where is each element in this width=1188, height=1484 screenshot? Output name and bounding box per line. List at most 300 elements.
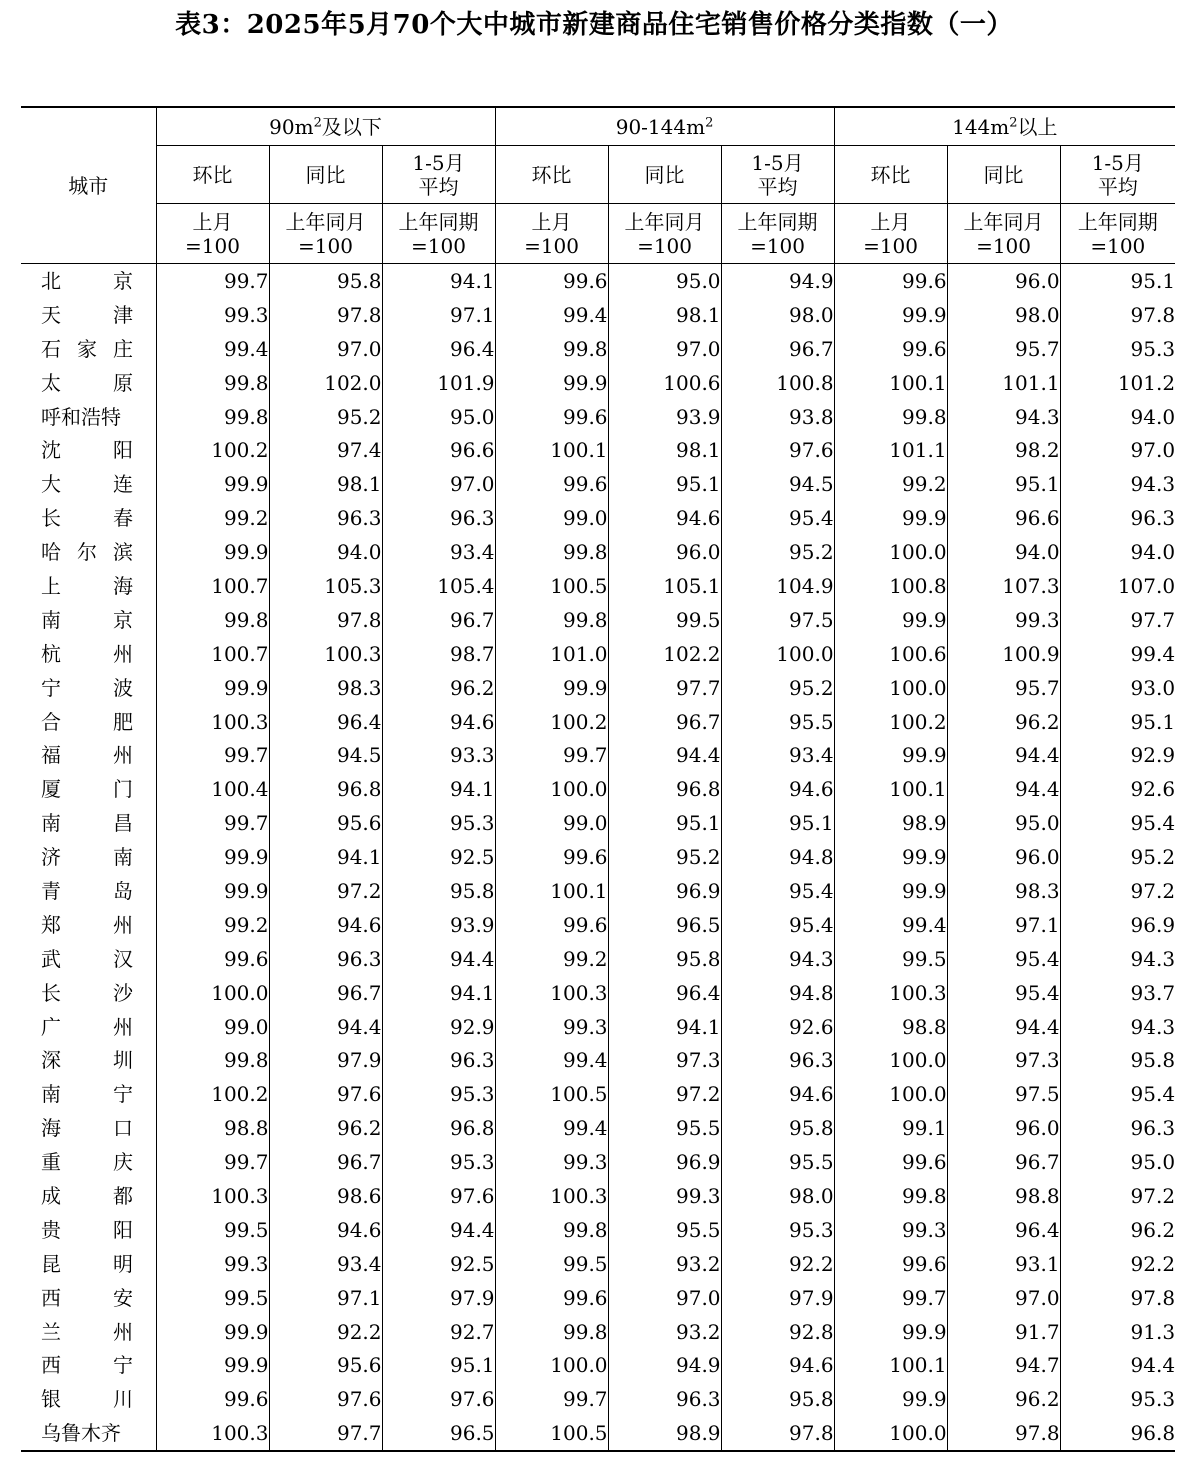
value-cell: 94.0 [1130, 540, 1176, 565]
city-name: 宁 波 [41, 675, 133, 700]
city-name: 福 州 [41, 743, 133, 768]
value-cell: 99.8 [495, 535, 608, 569]
city-name: 深 圳 [41, 1048, 133, 1073]
value-cell: 93.1 [947, 1247, 1060, 1281]
value-cell: 95.4 [947, 976, 1060, 1010]
value-cell: 93.4 [269, 1247, 382, 1281]
value-cell: 95.2 [721, 671, 834, 705]
metric-mom: 环比 [834, 146, 947, 204]
value-cell: 92.5 [382, 840, 495, 874]
table-header [21, 107, 1175, 264]
value-cell: 91.3 [1130, 1319, 1176, 1344]
value-cell: 95.4 [1130, 811, 1176, 836]
value-cell: 95.1 [721, 806, 834, 840]
city-cell [21, 908, 156, 942]
city-cell [21, 400, 156, 434]
city-name: 南 昌 [41, 811, 133, 836]
value-cell: 96.3 [269, 942, 382, 976]
city-name: 昆 明 [41, 1251, 133, 1276]
value-cell: 96.2 [382, 671, 495, 705]
city-column-header: 城市 [21, 107, 156, 264]
value-cell: 94.1 [382, 264, 495, 298]
value-cell: 100.1 [834, 366, 947, 400]
value-cell: 96.9 [608, 1145, 721, 1179]
value-cell: 99.1 [834, 1111, 947, 1145]
value-cell: 97.9 [721, 1281, 834, 1315]
city-name: 青 岛 [41, 878, 133, 903]
value-cell: 95.4 [947, 942, 1060, 976]
value-cell: 97.2 [269, 874, 382, 908]
value-cell: 105.1 [608, 569, 721, 603]
value-cell: 100.5 [495, 1416, 608, 1451]
city-name: 成 都 [41, 1183, 133, 1208]
value-cell: 93.0 [1130, 675, 1176, 700]
value-cell: 94.8 [721, 840, 834, 874]
value-cell: 99.9 [834, 603, 947, 637]
value-cell: 100.0 [834, 1416, 947, 1451]
value-cell: 92.6 [1130, 777, 1176, 802]
value-cell: 98.1 [608, 433, 721, 467]
value-cell: 99.7 [156, 806, 269, 840]
base-yoy: 上年同月 =100 [947, 204, 1060, 264]
value-cell: 96.3 [608, 1382, 721, 1416]
value-cell: 94.6 [721, 772, 834, 806]
value-cell: 99.6 [834, 1247, 947, 1281]
value-cell: 92.5 [382, 1247, 495, 1281]
table-row [21, 942, 1175, 976]
value-cell: 98.3 [269, 671, 382, 705]
metric-avg: 1-5月 平均 [382, 146, 495, 204]
value-cell: 98.0 [947, 298, 1060, 332]
value-cell: 94.9 [721, 264, 834, 298]
value-cell: 97.2 [1130, 1183, 1176, 1208]
city-cell [21, 298, 156, 332]
value-cell: 96.8 [382, 1111, 495, 1145]
value-cell: 95.3 [721, 1213, 834, 1247]
value-cell: 107.0 [1117, 573, 1176, 598]
city-cell [21, 332, 156, 366]
value-cell: 95.4 [721, 501, 834, 535]
value-cell: 100.0 [834, 535, 947, 569]
city-cell [21, 569, 156, 603]
table-row [21, 433, 1175, 467]
table-row [21, 772, 1175, 806]
value-cell: 96.5 [382, 1416, 495, 1451]
city-name: 石 家 庄 [41, 336, 133, 361]
value-cell: 99.7 [156, 264, 269, 298]
value-cell: 97.9 [269, 1043, 382, 1077]
value-cell: 97.3 [947, 1043, 1060, 1077]
value-cell: 96.3 [1130, 1116, 1176, 1141]
value-cell: 98.8 [947, 1179, 1060, 1213]
city-name: 济 南 [41, 845, 133, 870]
value-cell: 99.6 [834, 1145, 947, 1179]
value-cell: 94.3 [1130, 1014, 1176, 1039]
value-cell: 96.2 [269, 1111, 382, 1145]
value-cell: 93.9 [608, 400, 721, 434]
value-cell: 96.4 [269, 705, 382, 739]
value-cell: 98.9 [834, 806, 947, 840]
value-cell: 95.0 [947, 806, 1060, 840]
value-cell: 97.1 [269, 1281, 382, 1315]
value-cell: 99.9 [156, 535, 269, 569]
value-cell: 97.7 [269, 1416, 382, 1451]
value-cell: 92.8 [721, 1315, 834, 1349]
value-cell: 94.1 [608, 1010, 721, 1044]
value-cell: 96.7 [269, 976, 382, 1010]
value-cell: 97.6 [269, 1077, 382, 1111]
value-cell: 100.0 [495, 1349, 608, 1383]
value-cell: 99.8 [495, 332, 608, 366]
value-cell: 97.0 [382, 467, 495, 501]
value-cell: 97.6 [382, 1382, 495, 1416]
value-cell: 99.3 [156, 298, 269, 332]
value-cell: 97.4 [269, 433, 382, 467]
value-cell: 94.6 [269, 1213, 382, 1247]
value-cell: 98.8 [156, 1111, 269, 1145]
city-cell [21, 1247, 156, 1281]
value-cell: 99.4 [1130, 641, 1176, 666]
value-cell: 93.9 [382, 908, 495, 942]
city-cell [21, 1349, 156, 1383]
city-name: 天 津 [41, 302, 133, 327]
value-cell: 101.0 [495, 637, 608, 671]
city-cell [21, 874, 156, 908]
value-cell: 99.6 [156, 942, 269, 976]
value-cell: 94.5 [269, 738, 382, 772]
value-cell: 98.1 [608, 298, 721, 332]
value-cell: 93.8 [721, 400, 834, 434]
value-cell: 94.1 [382, 976, 495, 1010]
value-cell: 97.7 [608, 671, 721, 705]
value-cell: 99.7 [495, 1382, 608, 1416]
value-cell: 99.3 [947, 603, 1060, 637]
value-cell: 105.4 [382, 569, 495, 603]
value-cell: 96.6 [947, 501, 1060, 535]
value-cell: 93.4 [721, 738, 834, 772]
value-cell: 100.6 [834, 637, 947, 671]
value-cell: 99.4 [495, 1043, 608, 1077]
table-row [21, 332, 1175, 366]
value-cell: 99.8 [834, 1179, 947, 1213]
value-cell: 99.2 [156, 501, 269, 535]
value-cell: 99.9 [156, 467, 269, 501]
value-cell: 93.4 [382, 535, 495, 569]
value-cell: 95.5 [721, 1145, 834, 1179]
table-row [21, 908, 1175, 942]
value-cell: 94.4 [382, 942, 495, 976]
table-row [21, 1416, 1175, 1451]
city-name: 广 州 [41, 1014, 133, 1039]
city-name: 重 庆 [41, 1150, 133, 1175]
city-cell [21, 467, 156, 501]
value-cell: 99.9 [156, 671, 269, 705]
table-row [21, 501, 1175, 535]
value-cell: 99.8 [495, 1315, 608, 1349]
city-cell [21, 637, 156, 671]
value-cell: 100.3 [156, 1416, 269, 1451]
city-cell [21, 1315, 156, 1349]
value-cell: 99.4 [495, 298, 608, 332]
value-cell: 100.8 [721, 366, 834, 400]
value-cell: 96.2 [947, 705, 1060, 739]
value-cell: 99.8 [156, 1043, 269, 1077]
value-cell: 101.1 [834, 433, 947, 467]
value-cell: 94.4 [608, 738, 721, 772]
value-cell: 96.0 [947, 264, 1060, 298]
table-row [21, 1145, 1175, 1179]
city-cell [21, 976, 156, 1010]
value-cell: 92.9 [1130, 743, 1176, 768]
table-row [21, 1043, 1175, 1077]
value-cell: 96.3 [269, 501, 382, 535]
value-cell: 95.3 [382, 1145, 495, 1179]
value-cell: 96.4 [608, 976, 721, 1010]
city-name: 太 原 [41, 370, 133, 395]
value-cell: 94.3 [1130, 946, 1176, 971]
city-name: 兰 州 [41, 1319, 133, 1344]
value-cell: 100.7 [156, 569, 269, 603]
value-cell: 98.0 [721, 1179, 834, 1213]
city-cell [21, 1281, 156, 1315]
value-cell: 99.6 [834, 332, 947, 366]
value-cell: 97.0 [269, 332, 382, 366]
value-cell: 95.5 [721, 705, 834, 739]
value-cell: 99.4 [495, 1111, 608, 1145]
value-cell: 100.0 [495, 772, 608, 806]
city-name: 武 汉 [41, 946, 133, 971]
value-cell: 99.7 [156, 738, 269, 772]
value-cell: 99.2 [156, 908, 269, 942]
city-cell [21, 671, 156, 705]
value-cell: 99.3 [495, 1145, 608, 1179]
value-cell: 97.5 [947, 1077, 1060, 1111]
value-cell: 100.2 [834, 705, 947, 739]
city-name: 长 沙 [41, 980, 133, 1005]
value-cell: 92.2 [721, 1247, 834, 1281]
value-cell: 100.8 [834, 569, 947, 603]
city-cell [21, 1179, 156, 1213]
value-cell: 96.9 [1130, 912, 1176, 937]
value-cell: 97.1 [947, 908, 1060, 942]
value-cell: 95.4 [721, 874, 834, 908]
value-cell: 96.3 [721, 1043, 834, 1077]
table-row [21, 1247, 1175, 1281]
value-cell: 96.7 [382, 603, 495, 637]
value-cell: 100.2 [156, 433, 269, 467]
city-cell [21, 1213, 156, 1247]
value-cell: 92.7 [382, 1315, 495, 1349]
value-cell: 95.1 [608, 806, 721, 840]
city-name: 呼 和 浩 特 [41, 404, 121, 429]
city-name: 沈 阳 [41, 438, 133, 463]
value-cell: 99.9 [834, 738, 947, 772]
value-cell: 100.1 [834, 772, 947, 806]
value-cell: 96.2 [947, 1382, 1060, 1416]
table-row [21, 705, 1175, 739]
table-body [21, 264, 1175, 1452]
city-cell [21, 1111, 156, 1145]
value-cell: 97.8 [269, 298, 382, 332]
value-cell: 95.8 [721, 1382, 834, 1416]
value-cell: 96.3 [382, 501, 495, 535]
value-cell: 99.9 [156, 1349, 269, 1383]
city-name: 厦 门 [41, 777, 133, 802]
value-cell: 100.0 [834, 671, 947, 705]
value-cell: 100.9 [947, 637, 1060, 671]
value-cell: 96.0 [608, 535, 721, 569]
value-cell: 96.8 [608, 772, 721, 806]
value-cell: 96.4 [947, 1213, 1060, 1247]
value-cell: 100.1 [834, 1349, 947, 1383]
table-row [21, 806, 1175, 840]
value-cell: 99.6 [495, 467, 608, 501]
value-cell: 98.0 [721, 298, 834, 332]
value-cell: 95.6 [269, 806, 382, 840]
value-cell: 96.5 [608, 908, 721, 942]
table-row [21, 1382, 1175, 1416]
value-cell: 95.2 [269, 400, 382, 434]
table-row [21, 840, 1175, 874]
value-cell: 95.6 [269, 1349, 382, 1383]
value-cell: 98.9 [608, 1416, 721, 1451]
city-name: 哈 尔 滨 [41, 540, 133, 565]
value-cell: 99.3 [608, 1179, 721, 1213]
value-cell: 99.7 [495, 738, 608, 772]
value-cell: 97.6 [382, 1179, 495, 1213]
value-cell: 99.9 [834, 874, 947, 908]
value-cell: 94.7 [947, 1349, 1060, 1383]
value-cell: 97.0 [608, 1281, 721, 1315]
value-cell: 97.9 [382, 1281, 495, 1315]
value-cell: 99.9 [495, 366, 608, 400]
value-cell: 93.2 [608, 1247, 721, 1281]
value-cell: 95.1 [608, 467, 721, 501]
city-cell [21, 1010, 156, 1044]
city-cell [21, 1416, 156, 1451]
value-cell: 92.6 [721, 1010, 834, 1044]
value-cell: 95.1 [1130, 709, 1176, 734]
value-cell: 93.3 [382, 738, 495, 772]
value-cell: 97.2 [608, 1077, 721, 1111]
value-cell: 99.8 [156, 366, 269, 400]
value-cell: 98.7 [382, 637, 495, 671]
city-cell [21, 433, 156, 467]
value-cell: 99.4 [834, 908, 947, 942]
value-cell: 95.0 [608, 264, 721, 298]
value-cell: 99.0 [495, 501, 608, 535]
value-cell: 95.7 [947, 332, 1060, 366]
table-row [21, 1111, 1175, 1145]
city-name: 合 肥 [41, 709, 133, 734]
value-cell: 100.0 [834, 1077, 947, 1111]
value-cell: 95.8 [721, 1111, 834, 1145]
value-cell: 93.7 [1130, 980, 1176, 1005]
city-cell [21, 603, 156, 637]
value-cell: 100.3 [495, 976, 608, 1010]
value-cell: 92.2 [269, 1315, 382, 1349]
value-cell: 94.9 [608, 1349, 721, 1383]
city-cell [21, 264, 156, 298]
city-name: 杭 州 [41, 641, 133, 666]
value-cell: 95.2 [721, 535, 834, 569]
value-cell: 99.4 [156, 332, 269, 366]
city-name: 南 宁 [41, 1082, 133, 1107]
city-cell [21, 1382, 156, 1416]
base-yoy: 上年同月 =100 [608, 204, 721, 264]
city-cell [21, 772, 156, 806]
city-cell [21, 535, 156, 569]
value-cell: 95.4 [721, 908, 834, 942]
city-cell [21, 366, 156, 400]
value-cell: 96.3 [1130, 506, 1176, 531]
value-cell: 99.5 [608, 603, 721, 637]
value-cell: 94.1 [382, 772, 495, 806]
value-cell: 100.3 [269, 637, 382, 671]
value-cell: 94.4 [947, 772, 1060, 806]
value-cell: 95.0 [1130, 1150, 1176, 1175]
value-cell: 99.2 [834, 467, 947, 501]
value-cell: 99.9 [834, 501, 947, 535]
value-cell: 95.3 [1130, 1387, 1176, 1412]
value-cell: 97.8 [947, 1416, 1060, 1451]
value-cell: 98.6 [269, 1179, 382, 1213]
table-row [21, 874, 1175, 908]
city-name: 海 口 [41, 1116, 133, 1141]
value-cell: 99.6 [495, 400, 608, 434]
city-cell [21, 1077, 156, 1111]
value-cell: 100.2 [156, 1077, 269, 1111]
value-cell: 99.3 [495, 1010, 608, 1044]
value-cell: 94.6 [382, 705, 495, 739]
value-cell: 94.0 [947, 535, 1060, 569]
metric-yoy: 同比 [947, 146, 1060, 204]
table-row [21, 1010, 1175, 1044]
value-cell: 97.1 [382, 298, 495, 332]
value-cell: 99.9 [834, 298, 947, 332]
base-mom: 上月 =100 [495, 204, 608, 264]
value-cell: 99.6 [156, 1382, 269, 1416]
value-cell: 100.1 [495, 433, 608, 467]
metric-yoy: 同比 [608, 146, 721, 204]
value-cell: 93.2 [608, 1315, 721, 1349]
value-cell: 94.6 [269, 908, 382, 942]
value-cell: 99.6 [834, 264, 947, 298]
value-cell: 96.0 [947, 1111, 1060, 1145]
city-cell [21, 942, 156, 976]
value-cell: 97.8 [269, 603, 382, 637]
metric-avg: 1-5月 平均 [1060, 146, 1175, 204]
value-cell: 99.6 [495, 908, 608, 942]
value-cell: 95.4 [1130, 1082, 1176, 1107]
value-cell: 96.7 [721, 332, 834, 366]
value-cell: 97.5 [721, 603, 834, 637]
value-cell: 99.5 [495, 1247, 608, 1281]
value-cell: 99.5 [156, 1281, 269, 1315]
value-cell: 101.9 [382, 366, 495, 400]
value-cell: 96.6 [382, 433, 495, 467]
value-cell: 100.6 [608, 366, 721, 400]
value-cell: 95.7 [947, 671, 1060, 705]
value-cell: 99.9 [495, 671, 608, 705]
value-cell: 100.0 [721, 637, 834, 671]
value-cell: 94.0 [269, 535, 382, 569]
value-cell: 95.5 [608, 1213, 721, 1247]
value-cell: 100.3 [834, 976, 947, 1010]
value-cell: 99.8 [495, 603, 608, 637]
city-name: 银 川 [41, 1387, 133, 1412]
value-cell: 99.7 [834, 1281, 947, 1315]
